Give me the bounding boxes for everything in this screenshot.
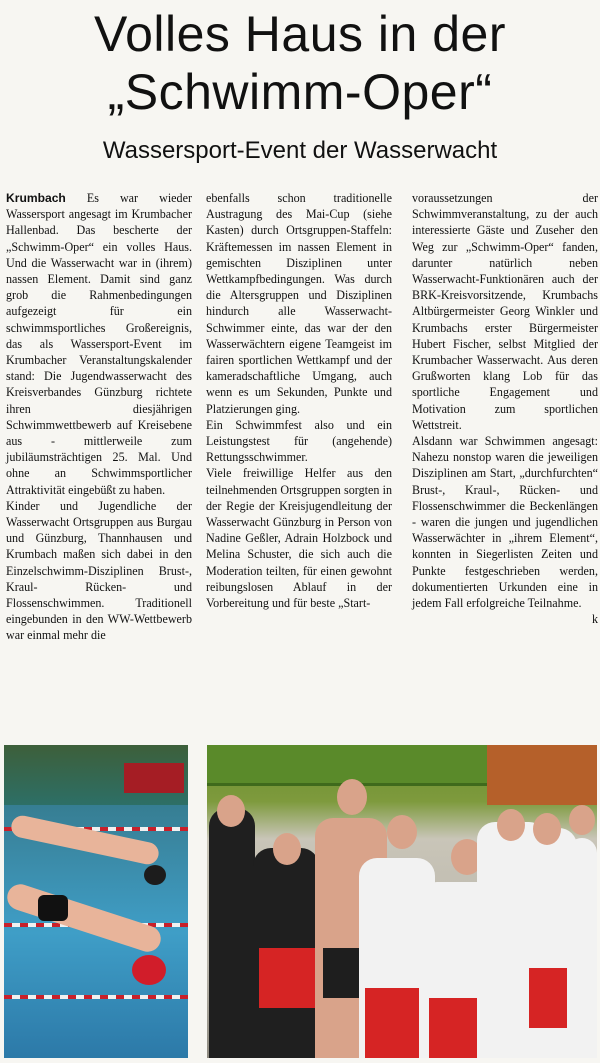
person [567,838,597,1058]
red-shorts [259,948,315,1008]
banner [124,763,184,793]
group-of-lifeguards-photo [207,745,597,1058]
swimmers-in-pool-photo [4,745,188,1058]
person-head [217,795,245,827]
person-head [497,809,525,841]
headline-line-1: Volles Haus in der [93,6,506,62]
paragraph: Ein Schwimmfest also und ein Leistungstest für (angehende) Rettungsschwimmer. [206,417,392,465]
person [209,808,255,1058]
paragraph [6,190,192,498]
person-head [273,833,301,865]
paragraph: Alsdann war Schwimmen angesagt: Nahezu nonstop waren die jeweiligen Disziplinen am Start, „durchfurchten“ Brust-, Kraul-, Rücken- und Flossenschwimmer die Beckenlängen - waren die jungen und jugendlichen Wasserwächter in „ihrem Element“, konnten in Siegerlisten Zeiten und Punkte festgeschrieben werden, dokumentierten Urkunden eine in jedem Fall erfolgreiche Teilnahme. [412,434,598,611]
person-head [569,805,595,835]
subheadline: Wassersport-Event der Wasserwacht [102,137,498,164]
lane-rope [4,995,188,999]
author-signoff: k [591,612,598,627]
swimmer [4,881,164,955]
swimsuit [38,895,68,921]
article-column-1 [6,190,192,644]
person-head [533,813,561,845]
article-column-3 [412,190,598,627]
swim-cap [144,865,166,885]
paragraph-text: Es war wieder Wassersport angesagt im Krumbacher Hallenbad. Das bescherte der „Schwimm-Oper“ ein volles Haus. Und die Wasserwacht war in (ihrem) nassen Element. Damit sind ganz grob die Rahmenbedingungen aufgezeigt für ein schwimmsportliches Großereignis, das als Wassersport-Event im Krumbacher Veranstaltungskalender stand: Die Jugendwasserwacht des Kreisverbandes Günzburg richtete ihren diesjährigen Schwimmwettbewerb auf Kreisebene aus - mittlerweile zum jubiläumsträchtigen 25. Mal. Und ohne an Schwimmsportlicher Attraktivität eingebüßt zu haben. [6,191,192,497]
paragraph: Kinder und Jugendliche der Wasserwacht Ortsgruppen aus Burgau und Günzburg, Thannhausen und Krumbach maßen sich dabei in den Einzelschwimm-Disziplinen Brust-, Kraul- Rücken- und Flossenschwimmen. Traditionell eingebunden in den WW-Wettbewerb war einmal mehr die [6,498,192,643]
swimmer [9,814,160,867]
person-head [387,815,417,849]
paragraph: voraussetzungen der Schwimmveranstaltung, zu der auch interessierte Gäste und Zuseher den Weg zur „Schwimm-Oper“ fanden, darunter natürlich neben Wasserwacht-Funktionären auch der BRK-Kreisvorsitzende, Krumbachs Altbürgermeister Georg Winkler und Krumbachs erster Bürgermeister Hubert Fischer, selbst Mitglied der Krumbacher Wasserwacht. Aus deren Grußworten klang Lob für das sportliche Engagement und Motivation zum sportlichen Wettstreit. [412,191,598,432]
person-head [337,779,367,815]
paragraph: Viele freiwillige Helfer aus den teilnehmenden Ortsgruppen sorgten in der Regie der Kreisjugendleitung der Wasserwacht Günzburg in Person von Nadine Geßler, Adrain Holzbock und Melina Schuster, die sich auch die Moderation teilten, für einen gewohnt reibungslosen Ablauf in der Vorbereitung und für beste „Start- [206,466,392,611]
swim-cap [132,955,166,985]
article-column-2 [206,190,392,611]
paragraph: ebenfalls schon traditionelle Austragung des Mai-Cup (siehe Kasten) durch Ortsgruppen-Staffeln: Kräftemessen im nassen Element in gemischten Disziplinen unter Wettkampfbedingungen. Was durch die Altersgruppen und Disziplinen hindurch alle Wasserwacht-Schwimmer einte, das war der den Wasserwächtern eigene Teamgeist im fairen sportlichen Wettkampf und der kameradschaftliche Umgang, auch wenn es um Sekunden, Punkte und Platzierungen ging. [206,191,392,416]
wooden-wall [487,745,597,805]
headline-line-2: „Schwimm-Oper“ [107,64,493,120]
dateline: Krumbach [6,191,66,205]
